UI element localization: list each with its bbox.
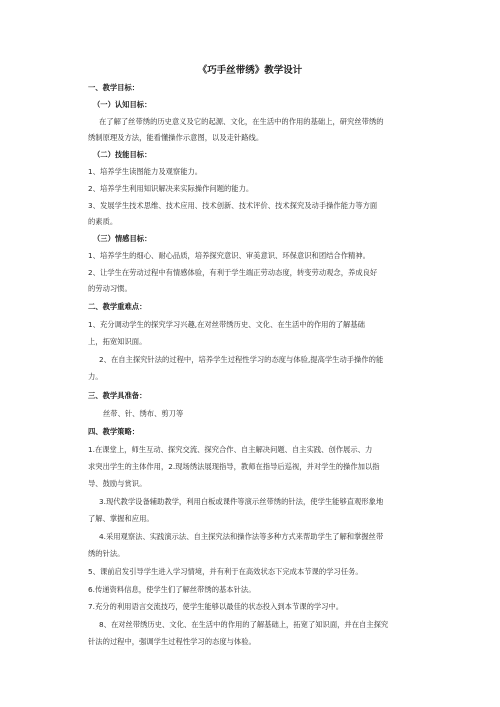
list-item: 5、课前启发引导学生进入学习情境，并有利于在高效状态下完成本节课的学习任务。: [88, 567, 363, 576]
section-heading-teaching-goals: 一、教学目标：: [88, 83, 140, 92]
list-item-continuation: 针法的过程中，强调学生过程性学习的态度与体验。: [88, 637, 256, 646]
list-item: 1、充分调动学生的探究学习兴趣,在对丝带绣历史、文化、在生活中的作用的了解基础: [88, 320, 365, 329]
section-heading-materials: 三、教学具准备：: [88, 391, 147, 400]
list-item: 7.充分的利用语言交流技巧，使学生能够以最佳的状态投入到本节课的学习中。: [88, 602, 344, 611]
list-item: 2、让学生在劳动过程中有情感体验，有利于学生端正劳动态度，转变劳动观念，养成良好: [88, 268, 378, 277]
section-heading-key-points: 二、教学重难点：: [88, 302, 147, 311]
list-item: 3、发展学生技术思维、技术应用、技术创新、技术评价、技术探究及动手操作能力等方面: [88, 201, 378, 210]
list-item: 6.传递资料信息，使学生们了解丝带绣的基本针法。: [88, 585, 256, 594]
paragraph-line: 绣制原理及方法，能看懂操作示意图，以及走针路线。: [88, 133, 264, 142]
list-item: 2、在自主探究针法的过程中，培养学生过程性学习的态度与体验,提高学生动手操作的能: [99, 355, 384, 364]
paragraph-line: 在了解了丝带绣的历史意义及它的起源、文化，在生活中的作用的基础上，研究丝带绣的: [99, 117, 384, 126]
list-item: 3.现代教学设备辅助教学，利用白板或课件等演示丝带绣的针法，使学生能够直观形象地: [99, 497, 384, 506]
list-item-continuation: 上，拓宽知识面。: [88, 337, 147, 346]
section-heading-strategies: 四、教学策略：: [88, 427, 140, 436]
subheading-cognitive-goals: （一）认知目标：: [93, 100, 152, 109]
list-item: 4.采用观察法、实践演示法、自主探究法和操作法等多种方式来帮助学生了解和掌握丝带: [99, 532, 384, 541]
list-item-continuation: 求突出学生的主体作用，2.现场绣法展现指导，教师在指导后巡视，并对学生的操作加以指: [88, 462, 380, 471]
list-item-continuation: 了解、掌握和应用。: [88, 514, 154, 523]
list-item: 1、培养学生的细心、耐心品质，培养探究意识、审美意识、环保意识和团结合作精神。: [88, 251, 370, 260]
list-item: 2、培养学生利用知识解决来实际操作问题的能力。: [88, 184, 254, 193]
list-item-continuation: 的素质。: [88, 217, 118, 226]
list-item-continuation: 导、鼓励与赏识。: [88, 479, 147, 488]
list-item-continuation: 的劳动习惯。: [88, 284, 132, 293]
list-item: 1.在课堂上，师生互动、探究交流、探究合作、自主解决问题、自主实践、创作展示、力: [88, 445, 373, 454]
materials-list: 丝带、针、绣布、剪刀等: [103, 409, 184, 418]
subheading-skill-goals: （二）技能目标：: [93, 150, 152, 159]
subheading-emotion-goals: （三）情感目标：: [93, 234, 152, 243]
list-item-continuation: 绣的针法。: [88, 549, 125, 558]
list-item-continuation: 力。: [88, 372, 103, 381]
list-item: 1、培养学生读图能力及观察能力。: [88, 167, 203, 176]
document-title: 《巧手丝带绣》教学设计: [197, 65, 303, 76]
list-item: 8、在对丝带绣历史、文化、在生活中的作用的了解基础上，拓宽了知识面，并在自主探究: [99, 620, 389, 629]
